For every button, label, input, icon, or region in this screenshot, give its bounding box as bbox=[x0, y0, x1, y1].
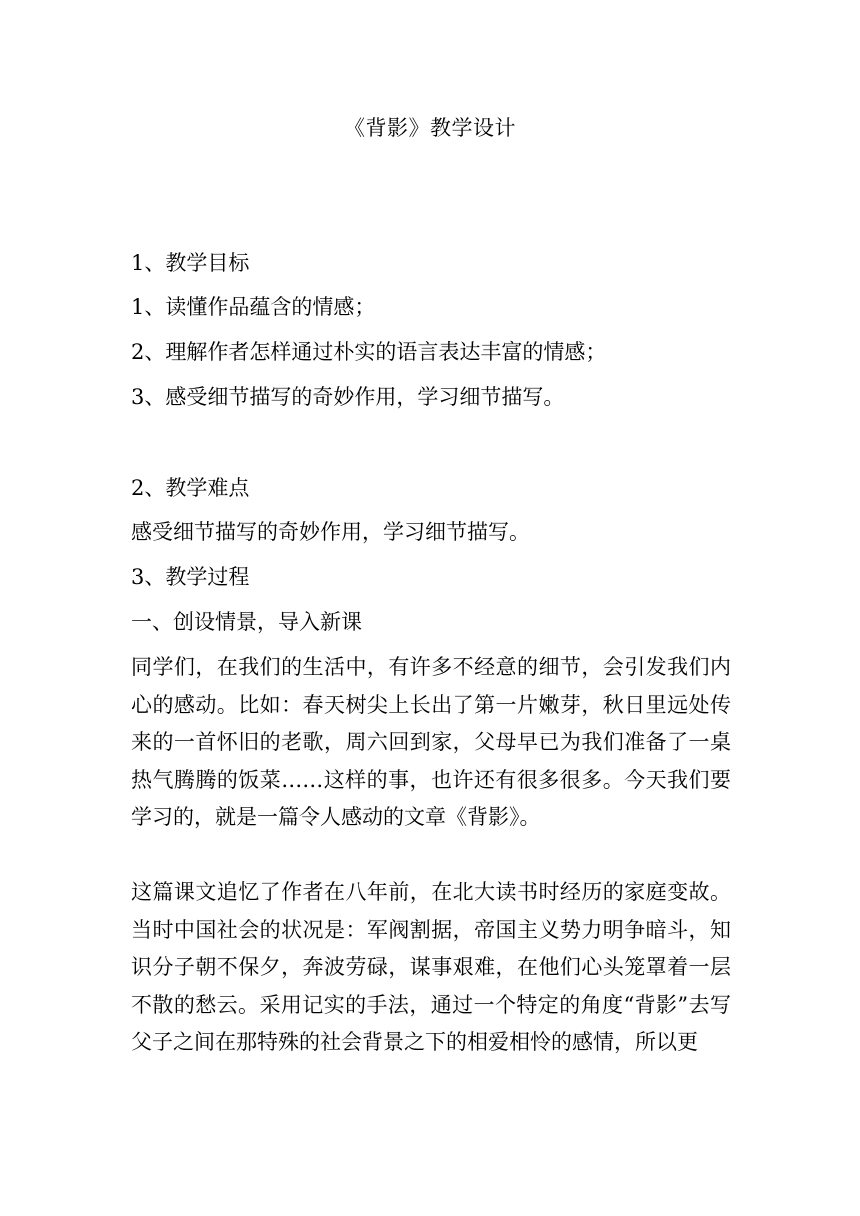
process-heading: 3、教学过程 bbox=[131, 565, 250, 589]
goal-item-3: 3、感受细节描写的奇妙作用，学习细节描写。 bbox=[131, 385, 565, 409]
goals-heading: 1、教学目标 bbox=[131, 251, 250, 275]
difficulty-text: 感受细节描写的奇妙作用，学习细节描写。 bbox=[131, 520, 530, 544]
process-paragraph-1: 同学们，在我们的生活中，有许多不经意的细节，会引发我们内心的感动。比如：春天树尖上长出了第一片嫩芽，秋日里远处传来的一首怀旧的老歌，周六回到家，父母早已为我们准备了一桌热气腾腾的饭菜……这样的事，也许还有很多很多。今天我们要学习的，就是一篇令人感动的文章《背影》。 bbox=[131, 655, 731, 829]
goal-item-1: 1、读懂作品蕴含的情感； bbox=[131, 295, 376, 319]
process-subheading: 一、创设情景，导入新课 bbox=[131, 610, 362, 634]
difficulty-heading: 2、教学难点 bbox=[131, 476, 250, 500]
document-title: 《背影》教学设计 bbox=[344, 116, 516, 140]
goal-item-2: 2、理解作者怎样通过朴实的语言表达丰富的情感； bbox=[131, 340, 607, 364]
process-paragraph-2: 这篇课文追忆了作者在八年前，在北大读书时经历的家庭变故。当时中国社会的状况是：军阀割据，帝国主义势力明争暗斗，知识分子朝不保夕，奔波劳碌，谋事艰难，在他们心头笼罩着一层不散的愁云。采用记实的手法，通过一个特定的角度“背影”去写父子之间在那特殊的社会背景之下的相爱相怜的感情，所以更 bbox=[131, 880, 731, 1054]
